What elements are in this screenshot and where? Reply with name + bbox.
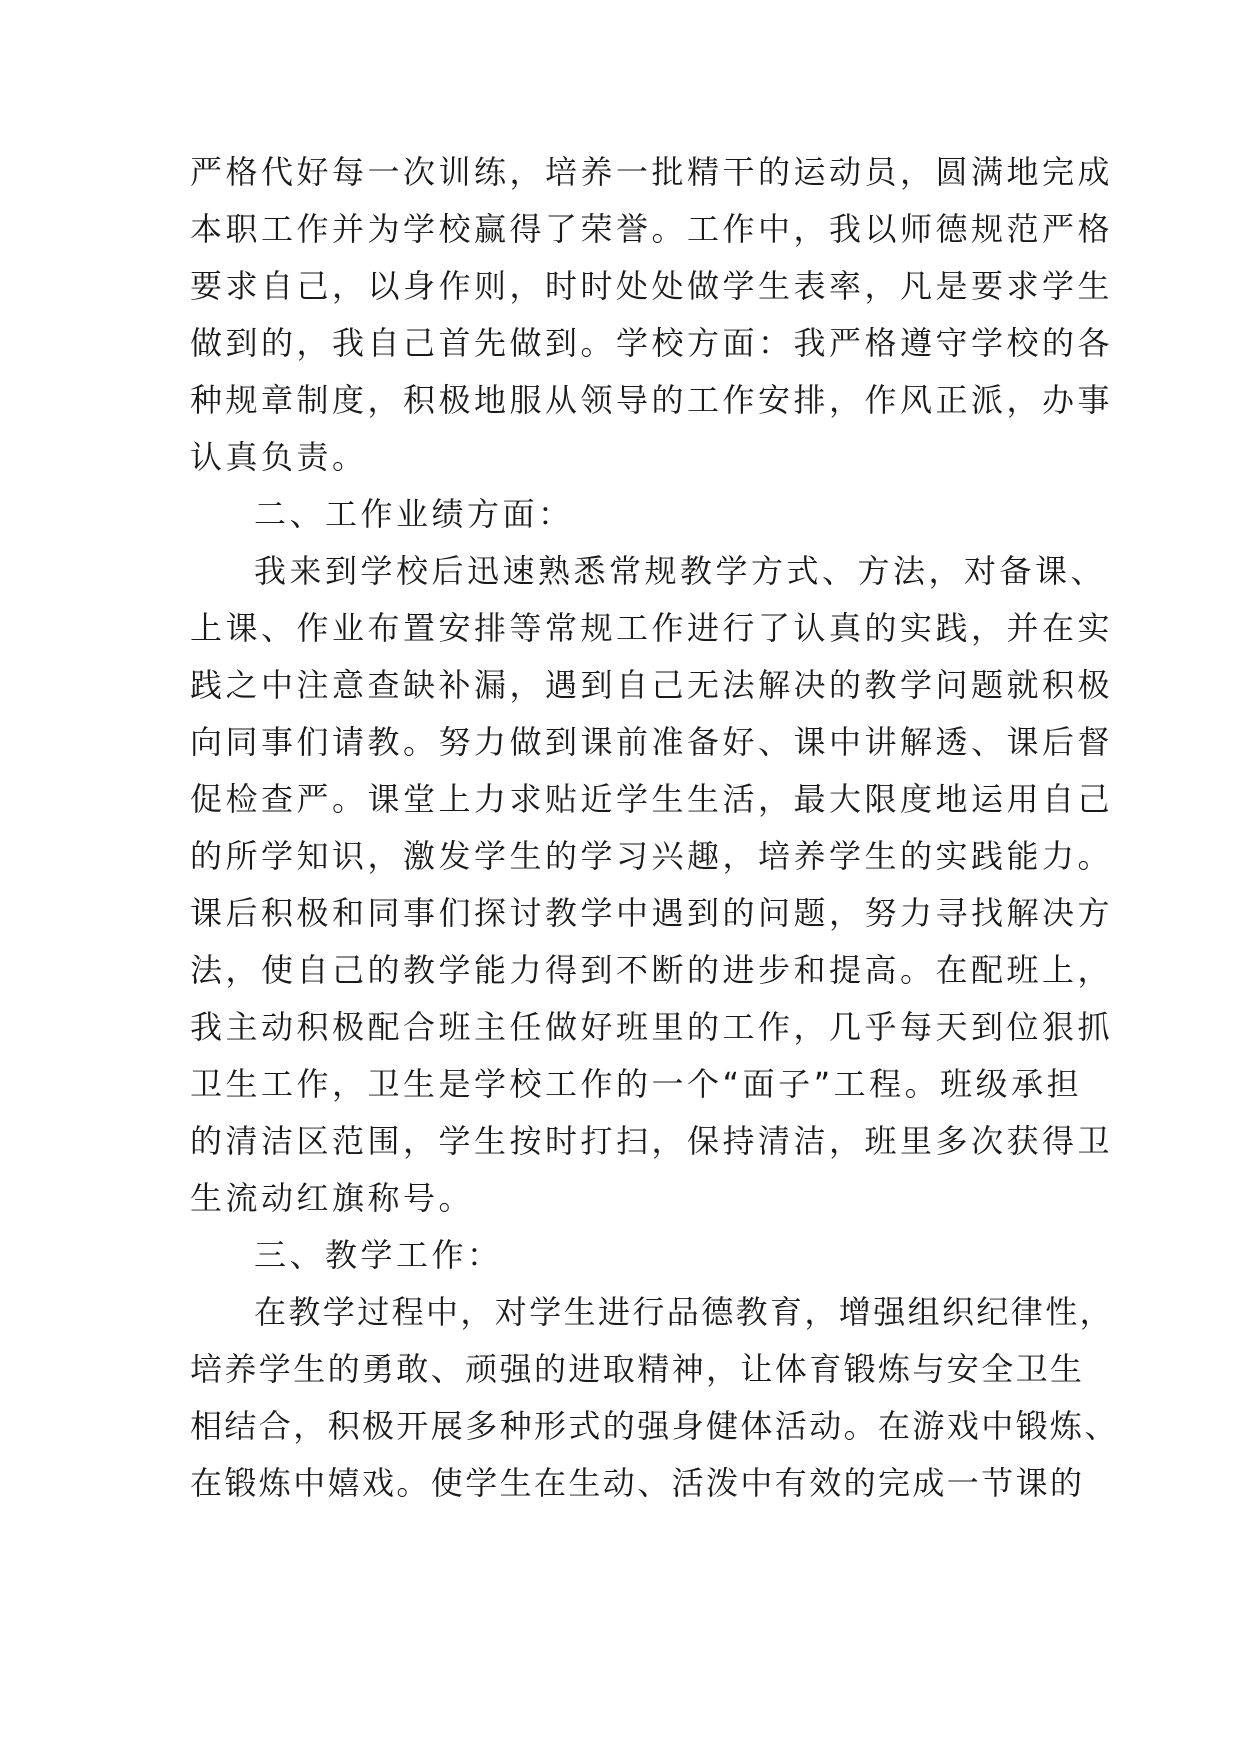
text-line: 法，使自己的教学能力得到不断的进步和提高。在配班上， — [190, 951, 1114, 989]
text-line: 课后积极和同事们探讨教学中遇到的问题，努力寻找解决方 — [190, 894, 1114, 932]
text-line: 向同事们请教。努力做到课前准备好、课中讲解透、课后督 — [190, 723, 1114, 761]
text-line: 我主动积极配合班主任做好班里的工作，几乎每天到位狠抓 — [190, 1008, 1114, 1046]
text-line: 在教学过程中，对学生进行品德教育，增强组织纪律性， — [254, 1293, 1115, 1331]
text-line: 卫生工作，卫生是学校工作的一个“面子”工程。班级承担 — [190, 1065, 1083, 1103]
text-line: 要求自己，以身作则，时时处处做学生表率，凡是要求学生 — [190, 267, 1114, 305]
text-line: 种规章制度，积极地服从领导的工作安排，作风正派，办事 — [190, 381, 1114, 419]
text-line: 严格代好每一次训练，培养一批精干的运动员，圆满地完成 — [190, 153, 1114, 191]
text-line: 培养学生的勇敢、顽强的进取精神，让体育锻炼与安全卫生 — [190, 1350, 1085, 1388]
text-line: 的清洁区范围，学生按时打扫，保持清洁，班里多次获得卫 — [190, 1122, 1114, 1160]
text-line: 的所学知识，激发学生的学习兴趣，培养学生的实践能力。 — [190, 837, 1114, 875]
section-heading: 二、工作业绩方面： — [254, 495, 574, 533]
text-line: 生流动红旗称号。 — [190, 1179, 475, 1217]
text-line: 上课、作业布置安排等常规工作进行了认真的实践，并在实 — [190, 609, 1114, 647]
text-line: 本职工作并为学校赢得了荣誉。工作中，我以师德规范严格 — [190, 210, 1114, 248]
section-heading: 三、教学工作： — [254, 1236, 503, 1274]
text-line: 在锻炼中嬉戏。使学生在生动、活泼中有效的完成一节课的 — [190, 1464, 1085, 1502]
text-line: 促检查严。课堂上力求贴近学生生活，最大限度地运用自己 — [190, 780, 1114, 818]
text-line: 我来到学校后迅速熟悉常规教学方式、方法，对备课、 — [254, 552, 1107, 590]
text-line: 践之中注意查缺补漏，遇到自己无法解决的教学问题就积极 — [190, 666, 1114, 704]
text-line: 相结合，积极开展多种形式的强身健体活动。在游戏中锻炼、 — [190, 1407, 1119, 1445]
text-line: 认真负责。 — [190, 438, 368, 476]
text-line: 做到的，我自己首先做到。学校方面：我严格遵守学校的各 — [190, 324, 1114, 362]
